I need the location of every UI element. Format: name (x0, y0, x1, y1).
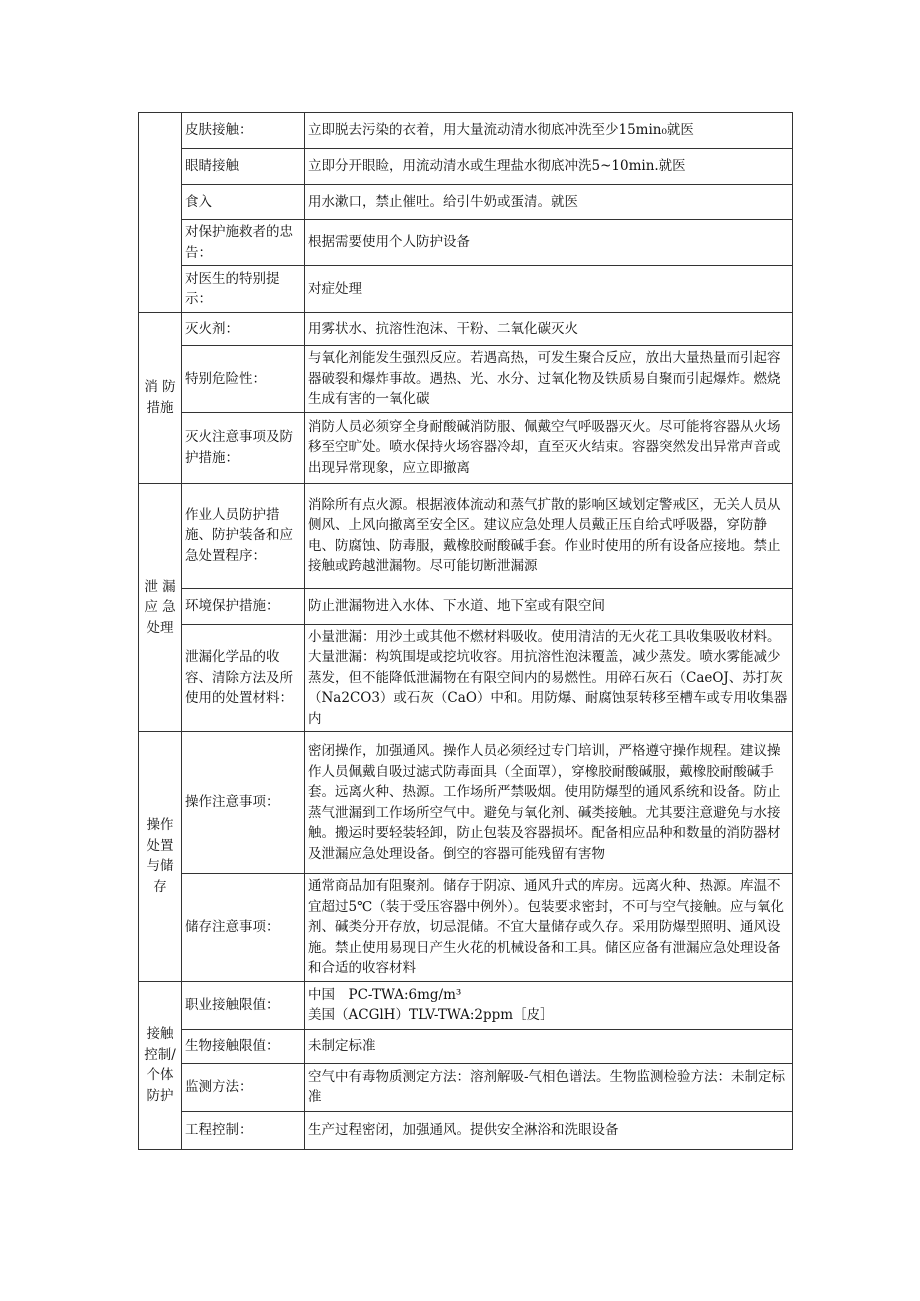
row-value: 与氧化剂能发生强烈反应。若遇高热，可发生聚合反应，放出大量热量而引起容器破裂和爆炸事故。遇热、光、水分、过氧化物及铁质易自聚而引起爆炸。燃烧生成有害的一氧化碳 (305, 346, 793, 413)
row-label: 工程控制： (182, 1111, 305, 1149)
row-label: 储存注意事项： (182, 874, 305, 982)
row-value: 用水漱口，禁止催吐。给引牛奶或蛋清。就医 (305, 185, 793, 220)
section-first-aid (139, 113, 182, 313)
row-value: 密闭操作，加强通风。操作人员必须经过专门培训，严格遵守操作规程。建议操作人员佩戴自吸过滤式防毒面具（全面罩），穿橡胶耐酸碱服，戴橡胶耐酸碱手套。远离火种、热源。工作场所严禁吸烟。使用防爆型的通风系统和设备。防止蒸气泄漏到工作场所空气中。避免与氧化剂、碱类接触。尤其要注意避免与水接触。搬运时要轻装轻卸，防止包装及容器损坏。配备相应品种和数量的消防器材及泄漏应急处理设备。倒空的容器可能残留有害物 (305, 732, 793, 874)
row-value: 用雾状水、抗溶性泡沫、干粉、二氧化碳灭火 (305, 313, 793, 346)
row-label: 灭火剂： (182, 313, 305, 346)
row-value (305, 981, 793, 1029)
row-value: 立即分开眼睑，用流动清水或生理盐水彻底冲洗5~10min.就医 (305, 149, 793, 185)
table-row (139, 266, 793, 313)
table-row (139, 732, 793, 874)
row-value: 通常商品加有阻聚剂。储存于阴凉、通风升式的库房。远离火种、热源。库温不宜超过5℃（装于受压容器中例外）。包装要求密封，不可与空气接触。应与氧化剂、碱类分开存放，切忌混储。不宜大量储存或久存。采用防爆型照明、通风设施。禁止使用易现日产生火花的机械设备和工具。储区应备有泄漏应急处理设备和合适的收容材料 (305, 874, 793, 982)
row-label: 对医生的特别提示： (182, 266, 305, 313)
row-value: 消除所有点火源。根据液体流动和蒸气扩散的影响区域划定警戒区，无关人员从侧风、上风向撤离至安全区。建议应急处理人员戴正压自给式呼吸器，穿防静电、防腐蚀、防毒服，戴橡胶耐酸碱手套。作业时使用的所有设备应接地。禁止接触或跨越泄漏物。尽可能切断泄漏源 (305, 483, 793, 588)
msds-table (138, 112, 793, 1150)
row-value: 未制定标准 (305, 1029, 793, 1063)
table-row (139, 185, 793, 220)
table-row (139, 412, 793, 483)
row-value: 空气中有毒物质测定方法：溶剂解吸-气相色谱法。生物监测检验方法：未制定标准 (305, 1063, 793, 1111)
table-row (139, 113, 793, 149)
section-leak: 泄 漏应 急处理 (139, 483, 182, 732)
row-value: 根据需要使用个人防护设备 (305, 220, 793, 266)
row-label: 灭火注意事项及防护措施： (182, 412, 305, 483)
section-fire: 消 防措施 (139, 313, 182, 484)
row-label: 操作注意事项： (182, 732, 305, 874)
table-row (139, 874, 793, 982)
table-row (139, 588, 793, 624)
row-label: 对保护施救者的忠告： (182, 220, 305, 266)
row-label: 环境保护措施： (182, 588, 305, 624)
table-row (139, 149, 793, 185)
table-row (139, 483, 793, 588)
exposure-limit-china: 中国 PC-TWA:6mg/m³ (308, 986, 462, 1003)
section-exposure: 接触控制/个体防护 (139, 981, 182, 1149)
row-label: 眼睛接触 (182, 149, 305, 185)
table-row (139, 1111, 793, 1149)
table-row (139, 220, 793, 266)
row-label: 食入 (182, 185, 305, 220)
row-value: 防止泄漏物进入水体、下水道、地下室或有限空间 (305, 588, 793, 624)
row-value: 对症处理 (305, 266, 793, 313)
row-label: 职业接触限值： (182, 981, 305, 1029)
table-row (139, 1029, 793, 1063)
row-value: 立即脱去污染的衣着，用大量流动清水彻底冲洗至少15min₀就医 (305, 113, 793, 149)
table-row (139, 346, 793, 413)
row-label: 特别危险性： (182, 346, 305, 413)
table-row (139, 313, 793, 346)
row-label: 泄漏化学品的收容、清除方法及所使用的处置材料： (182, 624, 305, 732)
section-handling: 操作处置与储存 (139, 732, 182, 982)
row-value: 消防人员必须穿全身耐酸碱消防服、佩戴空气呼吸器灭火。尽可能将容器从火场移至空旷处。喷水保持火场容器冷却，直至灭火结束。容器突然发出异常声音或出现异常现象，应立即撤离 (305, 412, 793, 483)
row-label: 监测方法： (182, 1063, 305, 1111)
row-label: 皮肤接触： (182, 113, 305, 149)
row-value: 小量泄漏：用沙土或其他不燃材料吸收。使用清洁的无火花工具收集吸收材料。大量泄漏：构筑围堤或挖坑收容。用抗溶性泡沫覆盖，减少蒸发。喷水雾能减少蒸发，但不能降低泄漏物在有限空间内的易燃性。用碎石灰石（CaeOJ、苏打灰（Na2CO3）或石灰（CaO）中和。用防爆、耐腐蚀泵转移至槽车或专用收集器内 (305, 624, 793, 732)
row-label: 作业人员防护措施、防护装备和应急处置程序： (182, 483, 305, 588)
table-row (139, 981, 793, 1029)
table-row (139, 624, 793, 732)
exposure-limit-usa: 美国（ACGlH）TLV-TWA:2ppm［皮］ (308, 1007, 554, 1023)
row-value: 生产过程密闭，加强通风。提供安全淋浴和洗眼设备 (305, 1111, 793, 1149)
table-row (139, 1063, 793, 1111)
row-label: 生物接触限值： (182, 1029, 305, 1063)
